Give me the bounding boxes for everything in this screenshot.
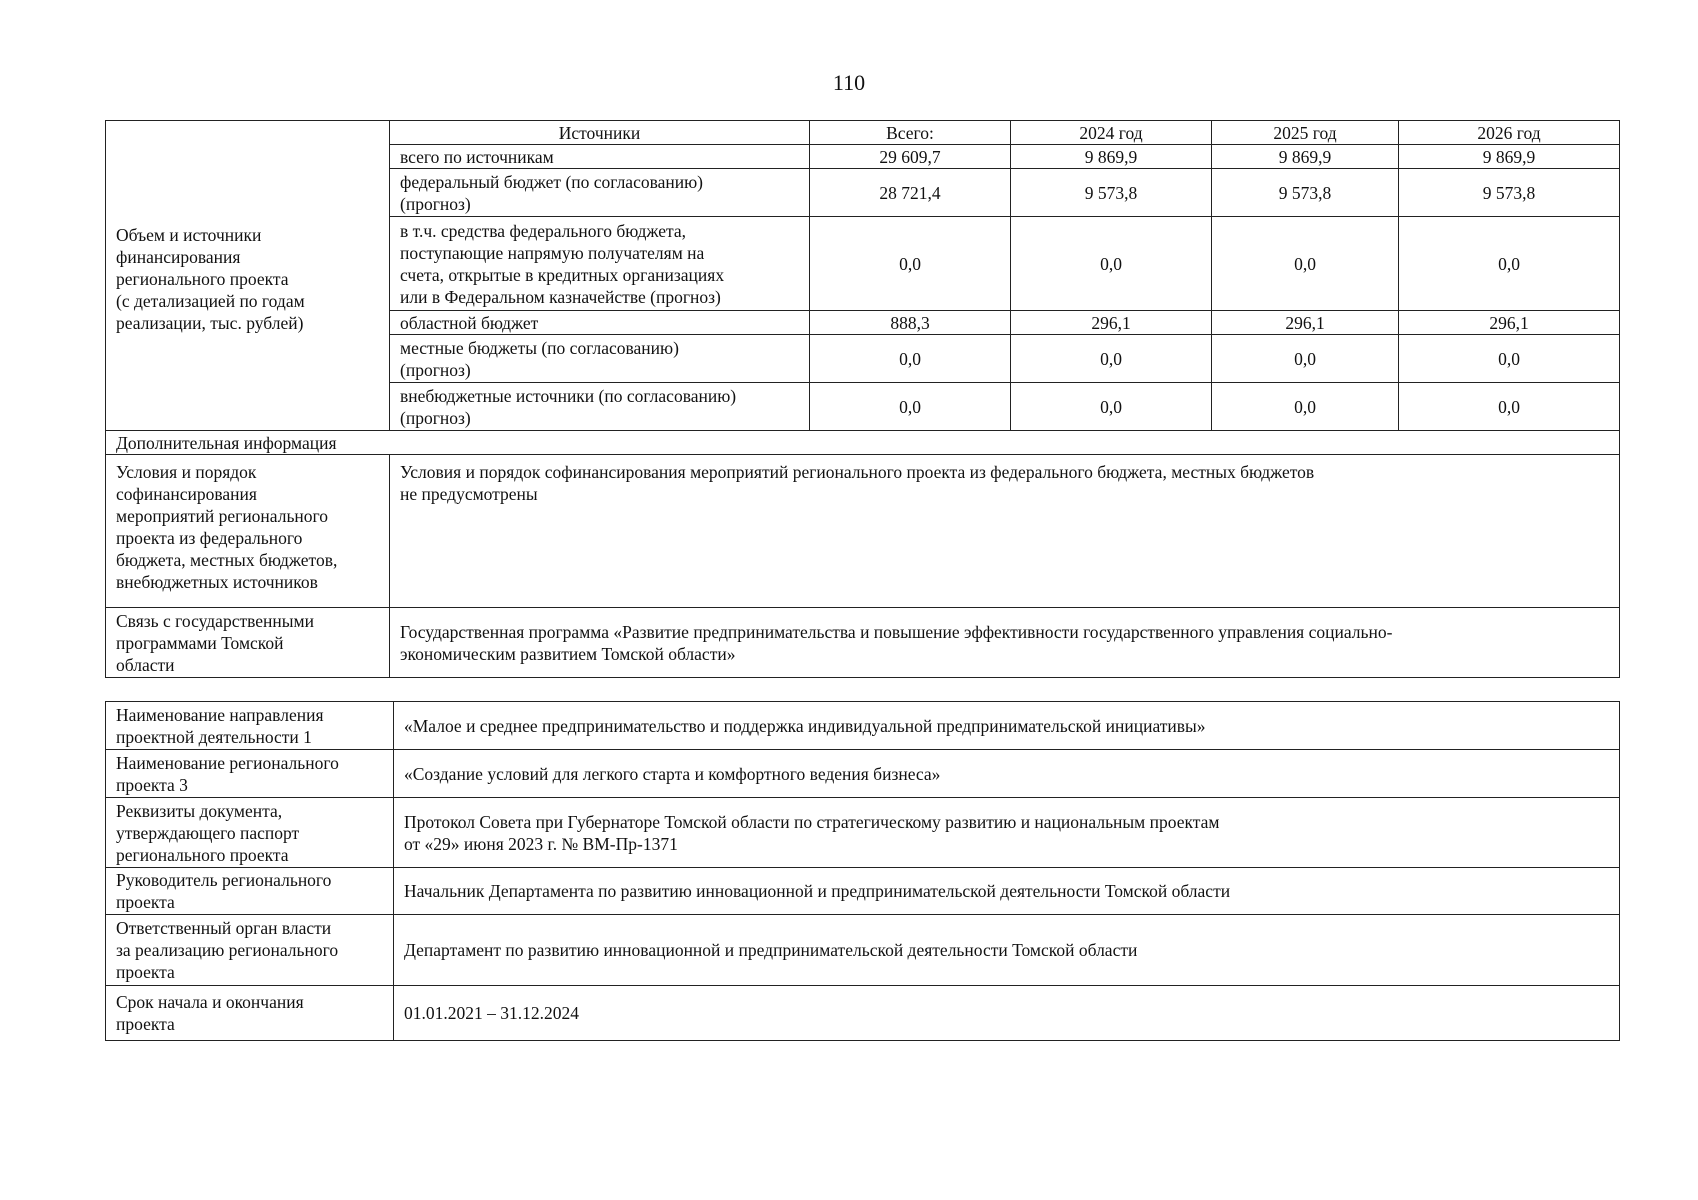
project-head-label: Руководитель регионального проекта bbox=[106, 868, 394, 915]
source-name: федеральный бюджет (по согласованию) (прогноз) bbox=[390, 169, 810, 217]
value-2024: 9 869,9 bbox=[1011, 145, 1212, 169]
value-2026: 296,1 bbox=[1399, 311, 1620, 335]
value-2024: 0,0 bbox=[1011, 217, 1212, 311]
additional-info-heading: Дополнительная информация bbox=[106, 431, 1620, 455]
source-name: местные бюджеты (по согласованию) (прогноз) bbox=[390, 335, 810, 383]
project-direction-value: «Малое и среднее предпринимательство и поддержка индивидуальной предпринимательской инициативы» bbox=[394, 702, 1620, 750]
source-name: областной бюджет bbox=[390, 311, 810, 335]
responsible-body-value: Департамент по развитию инновационной и предпринимательской деятельности Томской области bbox=[394, 915, 1620, 986]
source-name: в т.ч. средства федерального бюджета, поступающие напрямую получателям на счета, открытые в кредитных организациях или в Федеральном казначействе (прогноз) bbox=[390, 217, 810, 311]
table-row bbox=[106, 798, 1620, 868]
value-2025: 0,0 bbox=[1212, 217, 1399, 311]
value-2024: 0,0 bbox=[1011, 383, 1212, 431]
project-name-value: «Создание условий для легкого старта и комфортного ведения бизнеса» bbox=[394, 750, 1620, 798]
programs-row bbox=[106, 608, 1620, 678]
additional-info-row bbox=[106, 431, 1620, 455]
table-row bbox=[106, 702, 1620, 750]
header-2026: 2026 год bbox=[1399, 121, 1620, 145]
cofinancing-label: Условия и порядок софинансирования мероприятий регионального проекта из федерального бюджета, местных бюджетов, внебюджетных источников bbox=[106, 455, 390, 608]
cofinancing-value: Условия и порядок софинансирования мероприятий регионального проекта из федерального бюджета, местных бюджетов не предусмотрены bbox=[390, 455, 1620, 608]
value-2025: 296,1 bbox=[1212, 311, 1399, 335]
document-details-value: Протокол Совета при Губернаторе Томской области по стратегическому развитию и национальным проектам от «29» июня 2023 г. № ВМ-Пр-1371 bbox=[394, 798, 1620, 868]
finance-table bbox=[105, 120, 1620, 678]
value-2025: 0,0 bbox=[1212, 383, 1399, 431]
document-details-label: Реквизиты документа, утверждающего паспорт регионального проекта bbox=[106, 798, 394, 868]
value-total: 0,0 bbox=[810, 383, 1011, 431]
value-2024: 9 573,8 bbox=[1011, 169, 1212, 217]
value-2025: 9 869,9 bbox=[1212, 145, 1399, 169]
project-period-label: Срок начала и окончания проекта bbox=[106, 986, 394, 1041]
responsible-body-label: Ответственный орган власти за реализацию регионального проекта bbox=[106, 915, 394, 986]
value-2026: 0,0 bbox=[1399, 335, 1620, 383]
value-total: 28 721,4 bbox=[810, 169, 1011, 217]
source-name: внебюджетные источники (по согласованию) (прогноз) bbox=[390, 383, 810, 431]
programs-label: Связь с государственными программами Томской области bbox=[106, 608, 390, 678]
value-2026: 9 573,8 bbox=[1399, 169, 1620, 217]
table-row bbox=[106, 915, 1620, 986]
header-2024: 2024 год bbox=[1011, 121, 1212, 145]
project-period-value: 01.01.2021 – 31.12.2024 bbox=[394, 986, 1620, 1041]
project-direction-label: Наименование направления проектной деятельности 1 bbox=[106, 702, 394, 750]
finance-header-row bbox=[106, 121, 1620, 145]
value-total: 29 609,7 bbox=[810, 145, 1011, 169]
project-head-value: Начальник Департамента по развитию инновационной и предпринимательской деятельности Томской области bbox=[394, 868, 1620, 915]
table-row bbox=[106, 986, 1620, 1041]
value-2024: 296,1 bbox=[1011, 311, 1212, 335]
page-number: 110 bbox=[832, 70, 866, 95]
value-2026: 0,0 bbox=[1399, 217, 1620, 311]
value-2024: 0,0 bbox=[1011, 335, 1212, 383]
value-2026: 9 869,9 bbox=[1399, 145, 1620, 169]
header-2025: 2025 год bbox=[1212, 121, 1399, 145]
programs-value: Государственная программа «Развитие предпринимательства и повышение эффективности государственного управления социально- экономическим развитием Томской области» bbox=[390, 608, 1620, 678]
project-name-label: Наименование регионального проекта 3 bbox=[106, 750, 394, 798]
value-total: 0,0 bbox=[810, 335, 1011, 383]
header-total: Всего: bbox=[810, 121, 1011, 145]
table-row bbox=[106, 868, 1620, 915]
value-2025: 9 573,8 bbox=[1212, 169, 1399, 217]
cofinancing-row bbox=[106, 455, 1620, 608]
value-2025: 0,0 bbox=[1212, 335, 1399, 383]
finance-row-label: Объем и источники финансирования регионального проекта (с детализацией по годам реализации, тыс. рублей) bbox=[106, 121, 390, 431]
value-total: 0,0 bbox=[810, 217, 1011, 311]
value-2026: 0,0 bbox=[1399, 383, 1620, 431]
table-row bbox=[106, 750, 1620, 798]
header-sources: Источники bbox=[390, 121, 810, 145]
source-name: всего по источникам bbox=[390, 145, 810, 169]
value-total: 888,3 bbox=[810, 311, 1011, 335]
project-info-table bbox=[105, 701, 1620, 1041]
